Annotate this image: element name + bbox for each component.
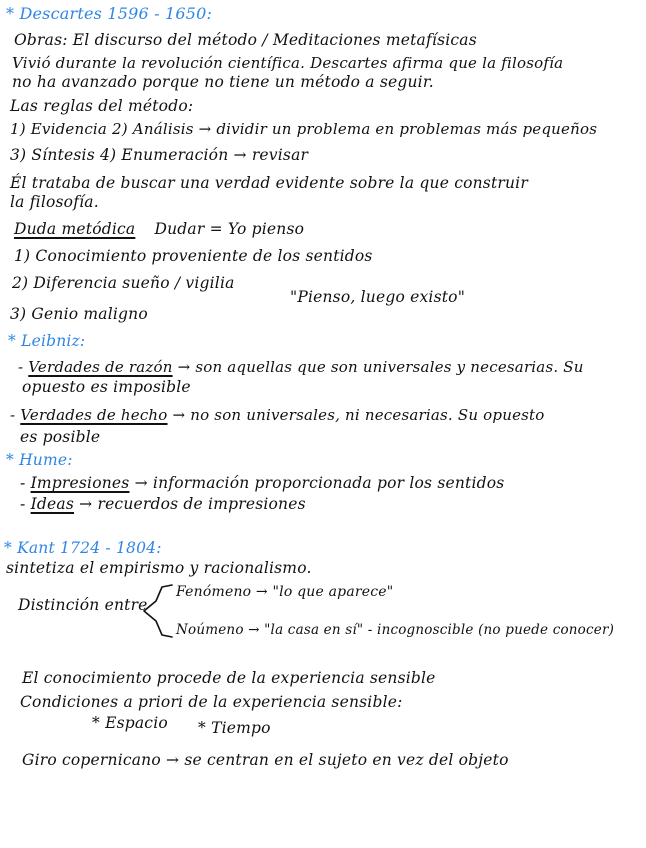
kant-conocimiento: El conocimiento procede de la experiencia sensible [22, 669, 436, 687]
kant-noumeno: Noúmeno → "la casa en sí" - incognoscible (no puede conocer) [176, 622, 615, 638]
verdades-hecho-line: - Verdades de hecho → no son universales, ni necesarias. Su opuesto [10, 406, 545, 424]
kant-distincion: Distinción entre [18, 596, 148, 614]
impresiones-label: Impresiones [30, 474, 130, 492]
kant-heading: * Kant 1724 - 1804: [4, 539, 162, 557]
verdades-razon-line-2: opuesto es imposible [22, 378, 191, 396]
reglas-line-2: 3) Síntesis 4) Enumeración → revisar [10, 146, 309, 164]
kant-giro: Giro copernicano → se centran en el sujeto en vez del objeto [22, 751, 509, 769]
descartes-vivio-line-2: no ha avanzado porque no tiene un método a seguir. [12, 73, 434, 91]
reglas-title: Las reglas del método: [10, 97, 194, 115]
kant-espacio: * Espacio [92, 714, 168, 732]
duda-metodica-line [14, 219, 304, 239]
duda-metodica-rest: Dudar = Yo pienso [154, 220, 305, 238]
duda-item-2: 2) Diferencia sueño / vigilia [12, 274, 235, 292]
ideas-rest: → recuerdos de impresiones [79, 495, 306, 513]
impresiones-line: - Impresiones → información proporcionada por los sentidos [20, 474, 505, 492]
kant-tiempo: * Tiempo [198, 719, 271, 737]
verdades-hecho-label: Verdades de hecho [20, 406, 168, 424]
descartes-obras: Obras: El discurso del método / Meditaciones metafísicas [14, 31, 477, 49]
verdades-hecho-rest: → no son universales, ni necesarias. Su opuesto [172, 406, 545, 424]
trataba-line-1: Él trataba de buscar una verdad evidente sobre la que construir [10, 174, 528, 192]
kant-condiciones: Condiciones a priori de la experiencia sensible: [20, 693, 403, 711]
ideas-line: - Ideas → recuerdos de impresiones [20, 495, 306, 513]
duda-metodica-label: Duda metódica [14, 220, 136, 238]
leibniz-heading: * Leibniz: [8, 332, 86, 350]
verdades-razon-label: Verdades de razón [28, 358, 173, 376]
duda-item-1: 1) Conocimiento proveniente de los sentidos [14, 247, 373, 265]
kant-fenomeno: Fenómeno → "lo que aparece" [176, 584, 394, 600]
verdades-hecho-line-2: es posible [20, 428, 101, 446]
descartes-heading: * Descartes 1596 - 1650: [6, 4, 213, 23]
impresiones-rest: → información proporcionada por los sentidos [134, 474, 505, 492]
kant-sintetiza: sintetiza el empirismo y racionalismo. [6, 559, 312, 577]
cogito-quote: "Pienso, luego existo" [290, 288, 466, 306]
descartes-vivio-line-1: Vivió durante la revolución científica. Descartes afirma que la filosofía [12, 54, 564, 72]
brace-icon [140, 583, 176, 639]
hume-heading: * Hume: [6, 451, 73, 469]
verdades-razon-line: - Verdades de razón → son aquellas que son universales y necesarias. Su [18, 358, 584, 376]
trataba-line-2: la filosofía. [10, 193, 99, 211]
verdades-razon-rest: → son aquellas que son universales y necesarias. Su [177, 358, 584, 376]
ideas-label: Ideas [30, 495, 74, 513]
reglas-line-1: 1) Evidencia 2) Análisis → dividir un problema en problemas más pequeños [10, 120, 598, 138]
duda-item-3: 3) Genio maligno [10, 305, 148, 323]
